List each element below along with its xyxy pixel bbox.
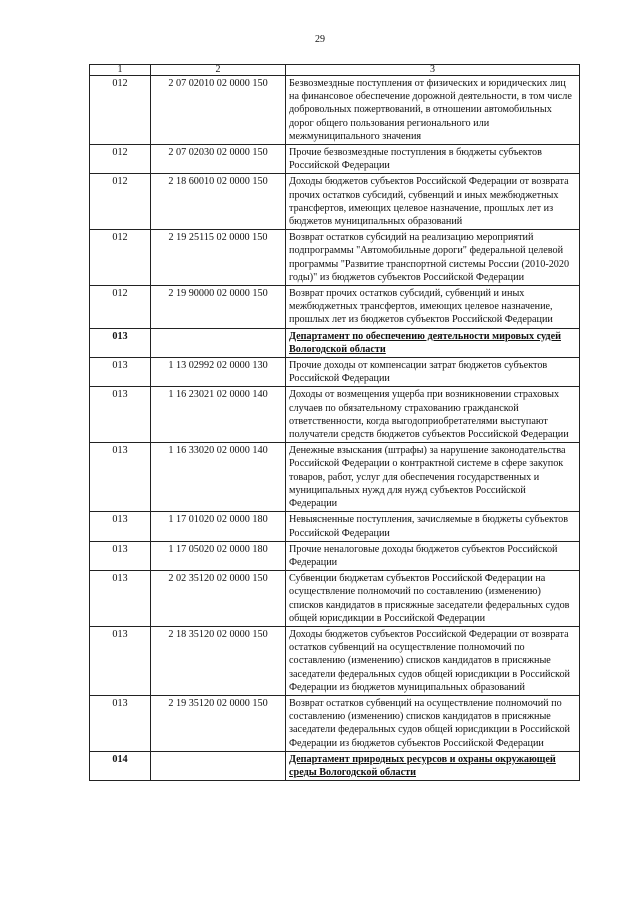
header-col-3: 3 (286, 65, 580, 76)
table-row (90, 145, 580, 174)
description-cell: Доходы бюджетов субъектов Российской Федерации от возврата прочих остатков субсидий, субвенций и иных межбюджетных трансфертов, имеющих целевое назначение, прошлых лет из бюджетов муниципальных образований (286, 174, 580, 230)
description-cell: Департамент по обеспечению деятельности мировых судей Вологодской области (286, 328, 580, 357)
description-cell: Доходы бюджетов субъектов Российской Федерации от возврата остатков субвенций на осуществление полномочий по составлению (изменению) списков кандидатов в присяжные заседатели федеральных судов общей юрисдикции в Российской Федерации из бюджетов муниципальных образований (286, 626, 580, 695)
description-cell: Невыясненные поступления, зачисляемые в бюджеты субъектов Российской Федерации (286, 512, 580, 541)
table-row (90, 695, 580, 751)
description-cell: Прочие безвозмездные поступления в бюджеты субъектов Российской Федерации (286, 145, 580, 174)
table-row (90, 76, 580, 145)
table-row (90, 626, 580, 695)
department-row (90, 751, 580, 780)
table-row (90, 541, 580, 570)
kbk-code-cell: 2 18 60010 02 0000 150 (151, 174, 286, 230)
description-cell: Доходы от возмещения ущерба при возникновении страховых случаев по обязательному страхованию гражданской ответственности, когда выгодоприобретателями выступают получатели средств бюджетов субъектов Российской Федерации (286, 387, 580, 443)
admin-code-cell: 014 (90, 751, 151, 780)
description-cell: Прочие доходы от компенсации затрат бюджетов субъектов Российской Федерации (286, 358, 580, 387)
description-cell: Безвозмездные поступления от физических и юридических лиц на финансовое обеспечение дорожной деятельности, в том числе добровольных пожертвований, в отношении автомобильных дорог общего пользования регионального или межмуниципального значения (286, 76, 580, 145)
admin-code-cell: 012 (90, 230, 151, 286)
admin-code-cell: 012 (90, 76, 151, 145)
admin-code-cell: 013 (90, 387, 151, 443)
revenue-codes-table (89, 64, 580, 781)
admin-code-cell: 013 (90, 328, 151, 357)
admin-code-cell: 012 (90, 145, 151, 174)
admin-code-cell: 013 (90, 695, 151, 751)
description-cell: Прочие неналоговые доходы бюджетов субъектов Российской Федерации (286, 541, 580, 570)
kbk-code-cell: 2 19 25115 02 0000 150 (151, 230, 286, 286)
kbk-code-cell: 2 18 35120 02 0000 150 (151, 626, 286, 695)
description-cell: Денежные взыскания (штрафы) за нарушение законодательства Российской Федерации о контрактной системе в сфере закупок товаров, работ, услуг для обеспечения государственных и муниципальных нужд для нужд субъектов Российской Федерации (286, 443, 580, 512)
admin-code-cell: 013 (90, 512, 151, 541)
description-cell: Возврат остатков субсидий на реализацию мероприятий подпрограммы "Автомобильные дороги" федеральной целевой программы "Развитие транспортной системы России (2010-2020 годы)" из бюджетов субъектов Российской Федерации (286, 230, 580, 286)
table-row (90, 174, 580, 230)
kbk-code-cell: 2 07 02010 02 0000 150 (151, 76, 286, 145)
kbk-code-cell: 1 13 02992 02 0000 130 (151, 358, 286, 387)
kbk-code-cell (151, 751, 286, 780)
admin-code-cell: 013 (90, 358, 151, 387)
description-cell: Возврат прочих остатков субсидий, субвенций и иных межбюджетных трансфертов, имеющих целевое назначение, прошлых лет из бюджетов субъектов Российской Федерации (286, 286, 580, 329)
table-header-row (90, 65, 580, 76)
admin-code-cell: 013 (90, 571, 151, 627)
kbk-code-cell: 1 16 33020 02 0000 140 (151, 443, 286, 512)
department-row (90, 328, 580, 357)
admin-code-cell: 013 (90, 626, 151, 695)
header-col-2: 2 (151, 65, 286, 76)
header-col-1: 1 (90, 65, 151, 76)
admin-code-cell: 012 (90, 286, 151, 329)
table-row (90, 571, 580, 627)
description-cell: Субвенции бюджетам субъектов Российской Федерации на осуществление полномочий по составлению (изменению) списков кандидатов в присяжные заседатели федеральных судов общей юрисдикции в Российской Федерации (286, 571, 580, 627)
kbk-code-cell: 1 17 05020 02 0000 180 (151, 541, 286, 570)
kbk-code-cell (151, 328, 286, 357)
kbk-code-cell: 2 19 90000 02 0000 150 (151, 286, 286, 329)
table-row (90, 358, 580, 387)
admin-code-cell: 013 (90, 443, 151, 512)
kbk-code-cell: 1 17 01020 02 0000 180 (151, 512, 286, 541)
admin-code-cell: 012 (90, 174, 151, 230)
description-cell: Возврат остатков субвенций на осуществление полномочий по составлению (изменению) списков кандидатов в присяжные заседатели федеральных судов общей юрисдикции в Российской Федерации из бюджетов субъектов Российской Федерации (286, 695, 580, 751)
table-row (90, 512, 580, 541)
kbk-code-cell: 2 19 35120 02 0000 150 (151, 695, 286, 751)
table-row (90, 443, 580, 512)
admin-code-cell: 013 (90, 541, 151, 570)
table-row (90, 387, 580, 443)
table-row (90, 286, 580, 329)
kbk-code-cell: 1 16 23021 02 0000 140 (151, 387, 286, 443)
kbk-code-cell: 2 02 35120 02 0000 150 (151, 571, 286, 627)
description-cell: Департамент природных ресурсов и охраны окружающей среды Вологодской области (286, 751, 580, 780)
table-row (90, 230, 580, 286)
page-number: 29 (315, 34, 325, 45)
kbk-code-cell: 2 07 02030 02 0000 150 (151, 145, 286, 174)
